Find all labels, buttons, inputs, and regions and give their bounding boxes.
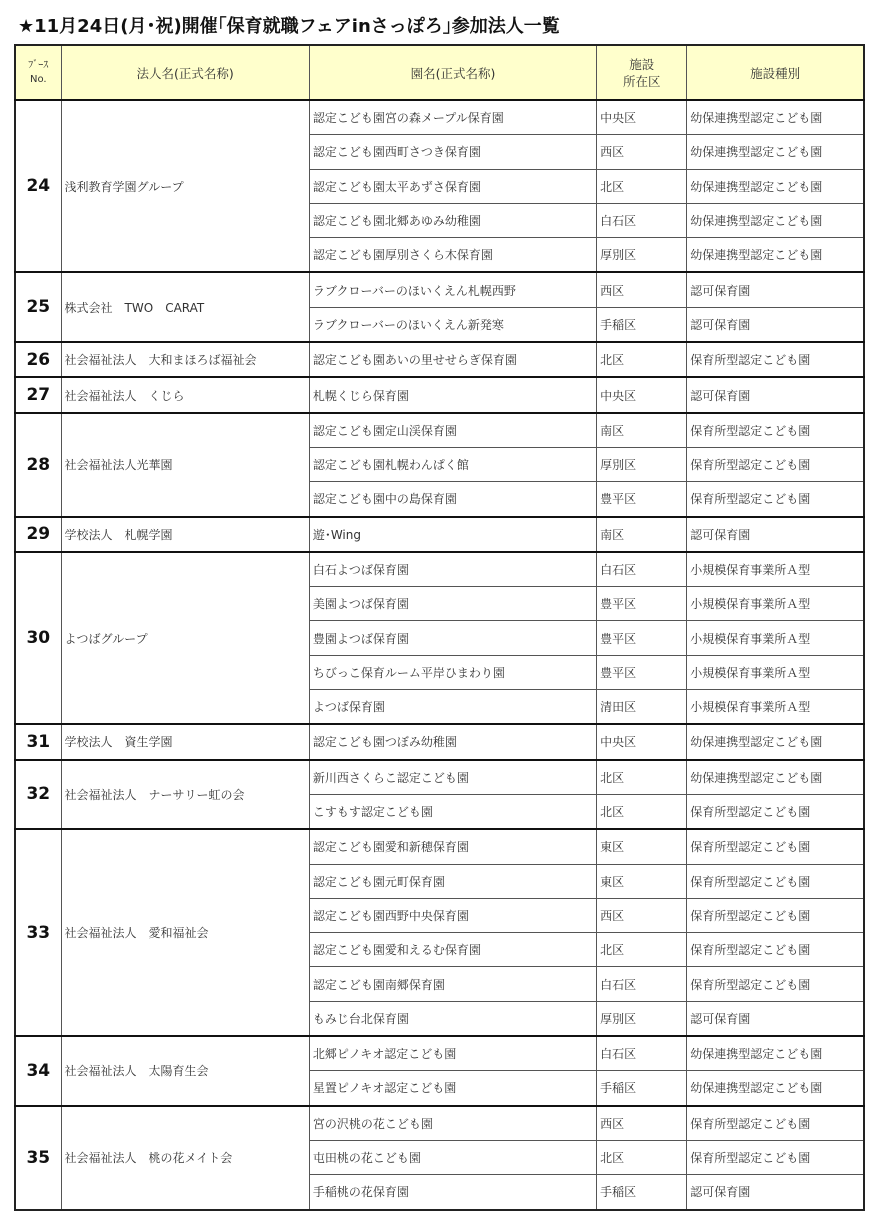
facility-district: 白石区 — [597, 552, 687, 587]
facility-type: 認可保育園 — [687, 307, 864, 342]
corporation-name: 浅利教育学園グループ — [61, 100, 309, 272]
facility-district: 手稲区 — [597, 1175, 687, 1210]
facility-type: 認可保育園 — [687, 1175, 864, 1210]
facility-name: 認定こども園西野中央保育園 — [309, 898, 596, 932]
facility-name: よつば保育園 — [309, 690, 596, 725]
facility-district: 豊平区 — [597, 655, 687, 689]
facility-district: 厚別区 — [597, 447, 687, 481]
table-row — [15, 1106, 864, 1141]
facility-type: 幼保連携型認定こども園 — [687, 203, 864, 237]
facility-district: 西区 — [597, 272, 687, 307]
corporation-name: 社会福祉法人 くじら — [61, 377, 309, 412]
header-district-line2: 所在区 — [622, 73, 661, 89]
corporation-name: 社会福祉法人光華園 — [61, 413, 309, 517]
header-booth-label: ﾌﾞｰｽ — [28, 59, 49, 71]
facility-type: 幼保連携型認定こども園 — [687, 760, 864, 795]
facility-district: 北区 — [597, 760, 687, 795]
facility-type: 保育所型認定こども園 — [687, 829, 864, 864]
facility-name: 豊園よつば保育園 — [309, 621, 596, 655]
page-title: ★11月24日(月･祝)開催｢保育就職フェアinさっぽろ｣参加法人一覧 — [18, 16, 560, 37]
facility-district: 中央区 — [597, 377, 687, 412]
facility-type: 保育所型認定こども園 — [687, 1140, 864, 1174]
booth-number: 34 — [15, 1036, 61, 1106]
table-row — [15, 1036, 864, 1071]
facility-name: 認定こども園西町さつき保育園 — [309, 135, 596, 169]
facility-name: 認定こども園中の島保育園 — [309, 482, 596, 517]
facility-district: 白石区 — [597, 1036, 687, 1071]
header-type: 施設種別 — [687, 45, 864, 100]
corporation-name: 学校法人 資生学園 — [61, 724, 309, 759]
booth-number: 32 — [15, 760, 61, 830]
facility-district: 白石区 — [597, 967, 687, 1001]
facility-district: 南区 — [597, 413, 687, 448]
facility-district: 北区 — [597, 169, 687, 203]
facility-type: 幼保連携型認定こども園 — [687, 1071, 864, 1106]
booth-number: 26 — [15, 342, 61, 377]
facility-name: 認定こども園元町保育園 — [309, 864, 596, 898]
facility-name: 認定こども園つぼみ幼稚園 — [309, 724, 596, 759]
facility-district: 西区 — [597, 1106, 687, 1141]
corporation-name: 株式会社 TWO CARAT — [61, 272, 309, 342]
facility-district: 北区 — [597, 342, 687, 377]
facility-name: 星置ピノキオ認定こども園 — [309, 1071, 596, 1106]
corporation-name: 社会福祉法人 ナーサリー虹の会 — [61, 760, 309, 830]
facility-name: ラブクローバーのほいくえん新発寒 — [309, 307, 596, 342]
facility-district: 東区 — [597, 829, 687, 864]
facility-name: 白石よつば保育園 — [309, 552, 596, 587]
facility-district: 南区 — [597, 517, 687, 552]
facility-name: 北郷ピノキオ認定こども園 — [309, 1036, 596, 1071]
facility-type: 認可保育園 — [687, 272, 864, 307]
facility-name: 手稲桃の花保育園 — [309, 1175, 596, 1210]
facility-type: 保育所型認定こども園 — [687, 794, 864, 829]
facility-district: 厚別区 — [597, 1001, 687, 1036]
facility-district: 北区 — [597, 1140, 687, 1174]
table-row — [15, 342, 864, 377]
facility-district: 厚別区 — [597, 238, 687, 273]
booth-number: 29 — [15, 517, 61, 552]
corporation-name: よつばグループ — [61, 552, 309, 724]
facility-type: 認可保育園 — [687, 377, 864, 412]
booth-number: 30 — [15, 552, 61, 724]
corporation-name: 社会福祉法人 愛和福祉会 — [61, 829, 309, 1036]
booth-number: 33 — [15, 829, 61, 1036]
header-no-label: No. — [29, 73, 47, 85]
table-row — [15, 377, 864, 412]
facility-district: 豊平区 — [597, 621, 687, 655]
table-body — [15, 100, 864, 1210]
facility-name: 認定こども園愛和えるむ保育園 — [309, 933, 596, 967]
facility-type: 幼保連携型認定こども園 — [687, 724, 864, 759]
facility-district: 東区 — [597, 864, 687, 898]
header-booth-no — [15, 45, 61, 100]
facility-type: 保育所型認定こども園 — [687, 482, 864, 517]
facility-district: 北区 — [597, 794, 687, 829]
booth-number: 25 — [15, 272, 61, 342]
facility-type: 小規模保育事業所Ａ型 — [687, 552, 864, 587]
facility-name: 認定こども園北郷あゆみ幼稚園 — [309, 203, 596, 237]
facility-name: 認定こども園愛和新穂保育園 — [309, 829, 596, 864]
header-facility: 園名(正式名称) — [309, 45, 596, 100]
table-row — [15, 413, 864, 448]
header-district-line1: 施設 — [629, 56, 655, 72]
facility-type: 小規模保育事業所Ａ型 — [687, 655, 864, 689]
facility-type: 認可保育園 — [687, 1001, 864, 1036]
table-row — [15, 829, 864, 864]
table-row — [15, 517, 864, 552]
table-row — [15, 552, 864, 587]
booth-number: 35 — [15, 1106, 61, 1210]
facility-district: 手稲区 — [597, 1071, 687, 1106]
facility-district: 豊平区 — [597, 587, 687, 621]
facility-name: ちびっこ保育ルーム平岸ひまわり園 — [309, 655, 596, 689]
facility-name: もみじ台北保育園 — [309, 1001, 596, 1036]
facility-type: 幼保連携型認定こども園 — [687, 100, 864, 135]
facility-district: 中央区 — [597, 724, 687, 759]
facility-name: 認定こども園宮の森メープル保育園 — [309, 100, 596, 135]
facility-type: 認可保育園 — [687, 517, 864, 552]
facility-name: 認定こども園あいの里せせらぎ保育園 — [309, 342, 596, 377]
facility-type: 保育所型認定こども園 — [687, 898, 864, 932]
booth-number: 31 — [15, 724, 61, 759]
facility-type: 小規模保育事業所Ａ型 — [687, 587, 864, 621]
corporation-name: 学校法人 札幌学園 — [61, 517, 309, 552]
facility-district: 北区 — [597, 933, 687, 967]
facility-type: 幼保連携型認定こども園 — [687, 1036, 864, 1071]
header-corporation: 法人名(正式名称) — [61, 45, 309, 100]
facility-name: 認定こども園厚別さくら木保育園 — [309, 238, 596, 273]
booth-number: 24 — [15, 100, 61, 272]
corporation-name: 社会福祉法人 太陽育生会 — [61, 1036, 309, 1106]
facility-type: 保育所型認定こども園 — [687, 1106, 864, 1141]
facility-name: 屯田桃の花こども園 — [309, 1140, 596, 1174]
facility-name: 美園よつば保育園 — [309, 587, 596, 621]
facility-type: 保育所型認定こども園 — [687, 447, 864, 481]
facility-name: 宮の沢桃の花こども園 — [309, 1106, 596, 1141]
facility-type: 保育所型認定こども園 — [687, 342, 864, 377]
facility-name: 認定こども園札幌わんぱく館 — [309, 447, 596, 481]
facility-district: 西区 — [597, 135, 687, 169]
facility-name: 札幌くじら保育園 — [309, 377, 596, 412]
booth-number: 28 — [15, 413, 61, 517]
facility-type: 保育所型認定こども園 — [687, 967, 864, 1001]
table-row — [15, 760, 864, 795]
facility-district: 西区 — [597, 898, 687, 932]
facility-name: 認定こども園定山渓保育園 — [309, 413, 596, 448]
facility-type: 幼保連携型認定こども園 — [687, 135, 864, 169]
corporation-name: 社会福祉法人 桃の花メイト会 — [61, 1106, 309, 1210]
facility-name: 認定こども園太平あずさ保育園 — [309, 169, 596, 203]
facility-district: 豊平区 — [597, 482, 687, 517]
facility-name: 新川西さくらこ認定こども園 — [309, 760, 596, 795]
facility-name: 認定こども園南郷保育園 — [309, 967, 596, 1001]
facility-type: 保育所型認定こども園 — [687, 413, 864, 448]
facility-type: 幼保連携型認定こども園 — [687, 169, 864, 203]
facility-district: 中央区 — [597, 100, 687, 135]
table-header-row — [15, 45, 864, 100]
facility-name: こすもす認定こども園 — [309, 794, 596, 829]
facility-type: 保育所型認定こども園 — [687, 864, 864, 898]
table-row — [15, 724, 864, 759]
facility-name: 遊･Wing — [309, 517, 596, 552]
facility-type: 保育所型認定こども園 — [687, 933, 864, 967]
table-row — [15, 272, 864, 307]
facility-type: 小規模保育事業所Ａ型 — [687, 621, 864, 655]
facility-district: 白石区 — [597, 203, 687, 237]
participants-table — [14, 44, 865, 1211]
booth-number: 27 — [15, 377, 61, 412]
facility-type: 幼保連携型認定こども園 — [687, 238, 864, 273]
corporation-name: 社会福祉法人 大和まほろば福祉会 — [61, 342, 309, 377]
facility-type: 小規模保育事業所Ａ型 — [687, 690, 864, 725]
facility-district: 清田区 — [597, 690, 687, 725]
facility-name: ラブクローバーのほいくえん札幌西野 — [309, 272, 596, 307]
facility-district: 手稲区 — [597, 307, 687, 342]
table-row — [15, 100, 864, 135]
header-district — [597, 45, 687, 100]
